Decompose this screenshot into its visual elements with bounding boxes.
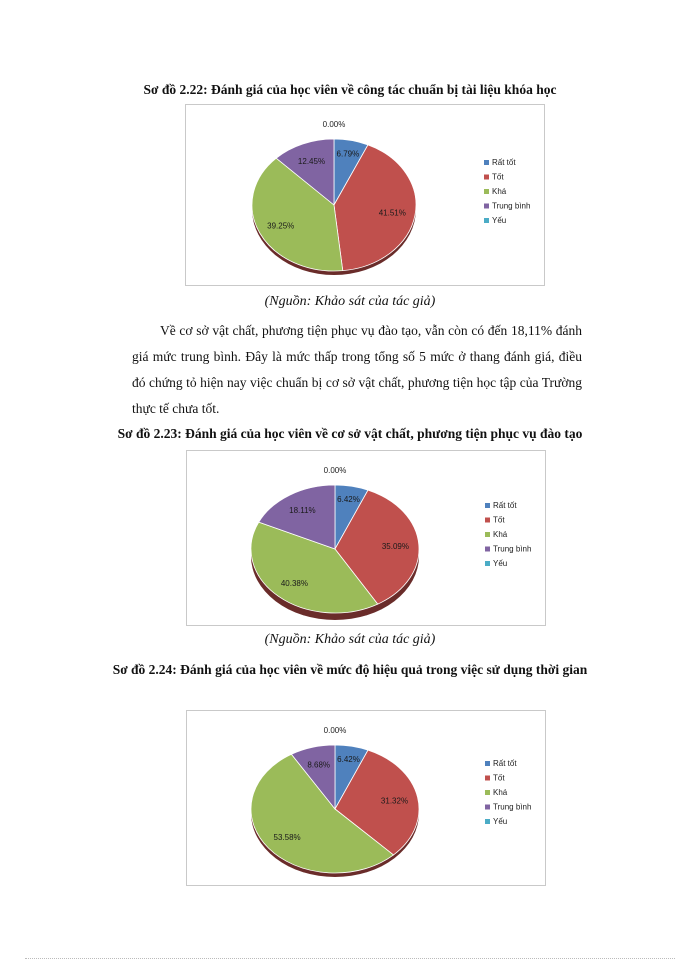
legend-swatch-2 [485, 776, 490, 781]
legend-swatch-2 [484, 175, 489, 180]
legend-swatch-5 [484, 218, 489, 223]
pie-chart-2 [187, 451, 545, 625]
legend-label-3: Khá [493, 530, 508, 539]
legend-swatch-1 [485, 761, 490, 766]
legend-label-4: Trung bình [492, 201, 531, 211]
data-label-2: 35.09% [381, 542, 409, 551]
legend-swatch-3 [485, 790, 490, 795]
data-label-3: 53.58% [273, 833, 301, 843]
chart-3-title: Sơ đồ 2.24: Đánh giá của học viên về mức độ hiệu quả trong việc sử dụng thời gian [112, 662, 588, 677]
legend-swatch-4 [485, 547, 490, 552]
legend-label-3: Khá [493, 788, 508, 797]
legend-label-2: Tốt [492, 172, 504, 182]
legend-label-1: Rất tốt [493, 759, 517, 768]
data-label-1: 6.79% [336, 149, 360, 159]
legend-label-1: Rất tốt [492, 158, 516, 167]
data-label-5: 0.00% [323, 466, 347, 475]
data-label-4: 18.11% [289, 506, 316, 516]
legend-label-5: Yếu [493, 559, 508, 568]
legend-swatch-5 [485, 819, 490, 824]
legend-swatch-4 [485, 805, 490, 810]
legend-label-4: Trung bình [493, 802, 532, 812]
data-label-1: 6.42% [337, 754, 360, 764]
pie-chart-1 [186, 105, 544, 285]
data-label-2: 31.32% [380, 796, 409, 806]
chart-3-frame [186, 710, 546, 886]
chart-1-frame [185, 104, 545, 286]
legend-swatch-3 [484, 189, 489, 194]
pie-chart-3 [187, 711, 545, 885]
data-label-4: 12.45% [297, 157, 326, 167]
data-label-3: 39.25% [267, 221, 295, 231]
chart-2-title: Sơ đồ 2.23: Đánh giá của học viên về cơ sở vật chất, phương tiện phục vụ đào tạo [117, 426, 583, 441]
chart-1-title: Sơ đồ 2.22: Đánh giá của học viên về công tác chuẩn bị tài liệu khóa học [143, 82, 557, 97]
legend-swatch-1 [485, 503, 490, 508]
legend-label-5: Yếu [492, 216, 507, 225]
data-label-4: 8.68% [307, 760, 331, 770]
legend-swatch-3 [485, 532, 490, 537]
legend-label-2: Tốt [493, 773, 505, 783]
data-label-1: 6.42% [337, 494, 360, 504]
legend-swatch-5 [485, 561, 490, 566]
legend-label-4: Trung bình [493, 544, 532, 554]
data-label-2: 41.51% [378, 208, 406, 218]
body-paragraph: Về cơ sở vật chất, phương tiện phục vụ đào tạo, vẫn còn có đến 18,11% đánh giá mức trung bình. Đây là mức thấp trong tổng số 5 mức ở thang đánh giá, điều đó chứng tỏ hiện nay việc chuẩn bị cơ sở vật chất, phương tiện học tập của Trường thực tế chưa tốt. [132, 323, 582, 416]
chart-2-source: (Nguồn: Khảo sát của tác giả) [264, 632, 436, 647]
data-label-3: 40.38% [280, 579, 308, 589]
chart-1-source: (Nguồn: Khảo sát của tác giả) [264, 294, 436, 309]
legend-label-2: Tốt [493, 515, 505, 525]
chart-2-frame [186, 450, 546, 626]
page-bottom-border [25, 958, 675, 959]
legend-swatch-1 [484, 160, 489, 165]
data-label-5: 0.00% [322, 120, 346, 129]
legend-label-3: Khá [492, 187, 507, 196]
legend-swatch-2 [485, 518, 490, 523]
legend-label-1: Rất tốt [493, 501, 517, 510]
legend-label-5: Yếu [493, 817, 508, 826]
data-label-5: 0.00% [323, 726, 347, 735]
legend-swatch-4 [484, 204, 489, 209]
